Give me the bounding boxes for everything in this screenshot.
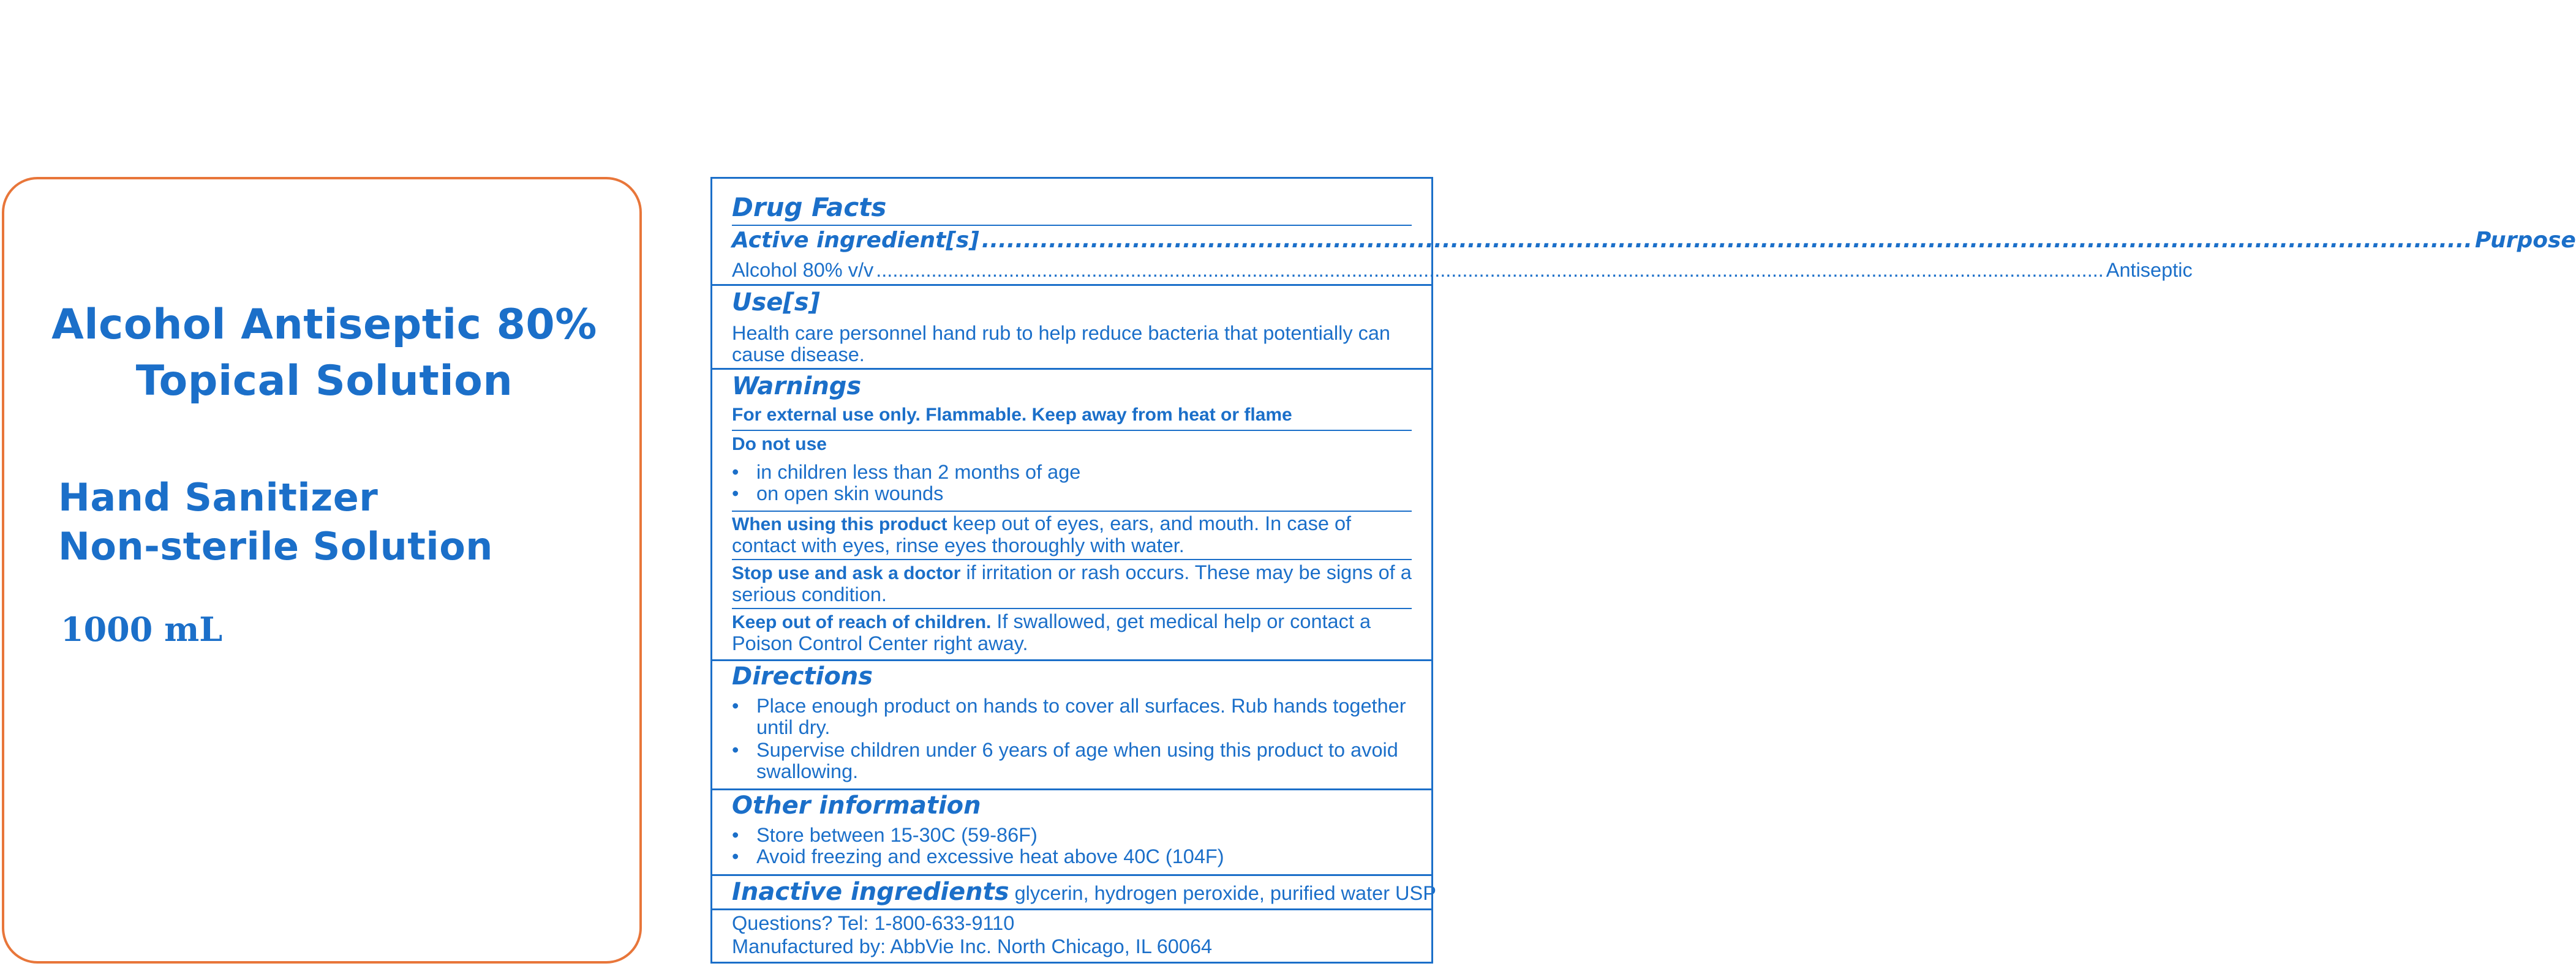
keep-out-of-reach-warning: Keep out of reach of children. If swallowed, get medical help or contact a Poison Control Center right away.	[732, 610, 1371, 654]
front-label-panel	[2, 177, 642, 964]
inactive-ingredients-text: glycerin, hydrogen peroxide, purified water USP	[1009, 882, 1436, 904]
list-item: • in children less than 2 months of age	[732, 461, 1081, 483]
subtitle-line2: Non-sterile Solution	[58, 524, 493, 569]
list-item: • Place enough product on hands to cover all surfaces. Rub hands together until dry.	[732, 695, 1406, 738]
active-ingredients-section	[712, 179, 2576, 286]
stop-use-warning: Stop use and ask a doctor if irritation or rash occurs. These may be signs of a serious condition.	[732, 561, 1412, 605]
active-ingredient-header: Active ingredient[s]	[732, 228, 979, 253]
product-title-line2: Topical Solution	[135, 357, 513, 405]
directions-header: Directions	[732, 662, 873, 691]
warnings-header: Warnings	[732, 372, 862, 400]
external-use-warning: For external use only. Flammable. Keep away from heat or flame	[732, 405, 1292, 425]
list-item: • Avoid freezing and excessive heat above 40C (104F)	[732, 845, 1224, 867]
list-item: • Store between 15-30C (59-86F)	[732, 824, 1038, 846]
divider	[732, 559, 1412, 560]
uses-text: Health care personnel hand rub to help reduce bacteria that potentially can cause disease.	[732, 322, 1391, 365]
drug-facts-panel	[710, 177, 2576, 964]
divider	[732, 608, 1412, 609]
active-ingredient-row: Alcohol 80% v/v .............................................................................................................................................................................................................................. Antiseptic	[732, 259, 2193, 281]
questions-phone: Questions? Tel: 1-800-633-9110	[732, 912, 1015, 934]
product-title-line1: Alcohol Antiseptic 80%	[51, 301, 597, 349]
drug-facts-title: Drug Facts	[732, 192, 887, 222]
inactive-ingredients	[732, 878, 1436, 906]
divider	[732, 225, 1412, 226]
divider	[732, 430, 1412, 431]
do-not-use-header: Do not use	[732, 434, 827, 454]
active-ingredient-header-row: Active ingredient[s] .................................................................................................................................................................................. Purpose	[732, 227, 1418, 255]
when-using-warning: When using this product keep out of eyes, ears, and mouth. In case of contact with eyes, rinse eyes thoroughly with water.	[732, 512, 1352, 556]
active-ingredient: Alcohol 80% v/v	[732, 259, 874, 281]
product-volume: 1000 mL	[61, 610, 223, 649]
list-item: • Supervise children under 6 years of age when using this product to avoid swallowing.	[732, 739, 1398, 782]
uses-section	[712, 286, 1431, 370]
product-subtitle	[58, 473, 493, 571]
inactive-ingredients-section	[712, 876, 1436, 910]
purpose-header: Purpose	[2474, 228, 2576, 253]
ingredient-purpose: Antiseptic	[2106, 259, 2193, 281]
directions-section	[712, 661, 1431, 790]
questions-section	[712, 910, 1431, 962]
inactive-ingredients-header: Inactive ingredients	[732, 878, 1009, 906]
subtitle-line1: Hand Sanitizer	[58, 475, 378, 520]
manufacturer: Manufactured by: AbbVie Inc. North Chicago, IL 60064	[732, 935, 1213, 957]
warnings-section	[712, 370, 1431, 661]
other-information-section	[712, 790, 1431, 876]
divider	[732, 511, 1412, 512]
list-item: • on open skin wounds	[732, 482, 944, 504]
uses-header: Use[s]	[732, 288, 820, 316]
other-information-header: Other information	[732, 792, 981, 820]
product-title	[4, 297, 644, 410]
